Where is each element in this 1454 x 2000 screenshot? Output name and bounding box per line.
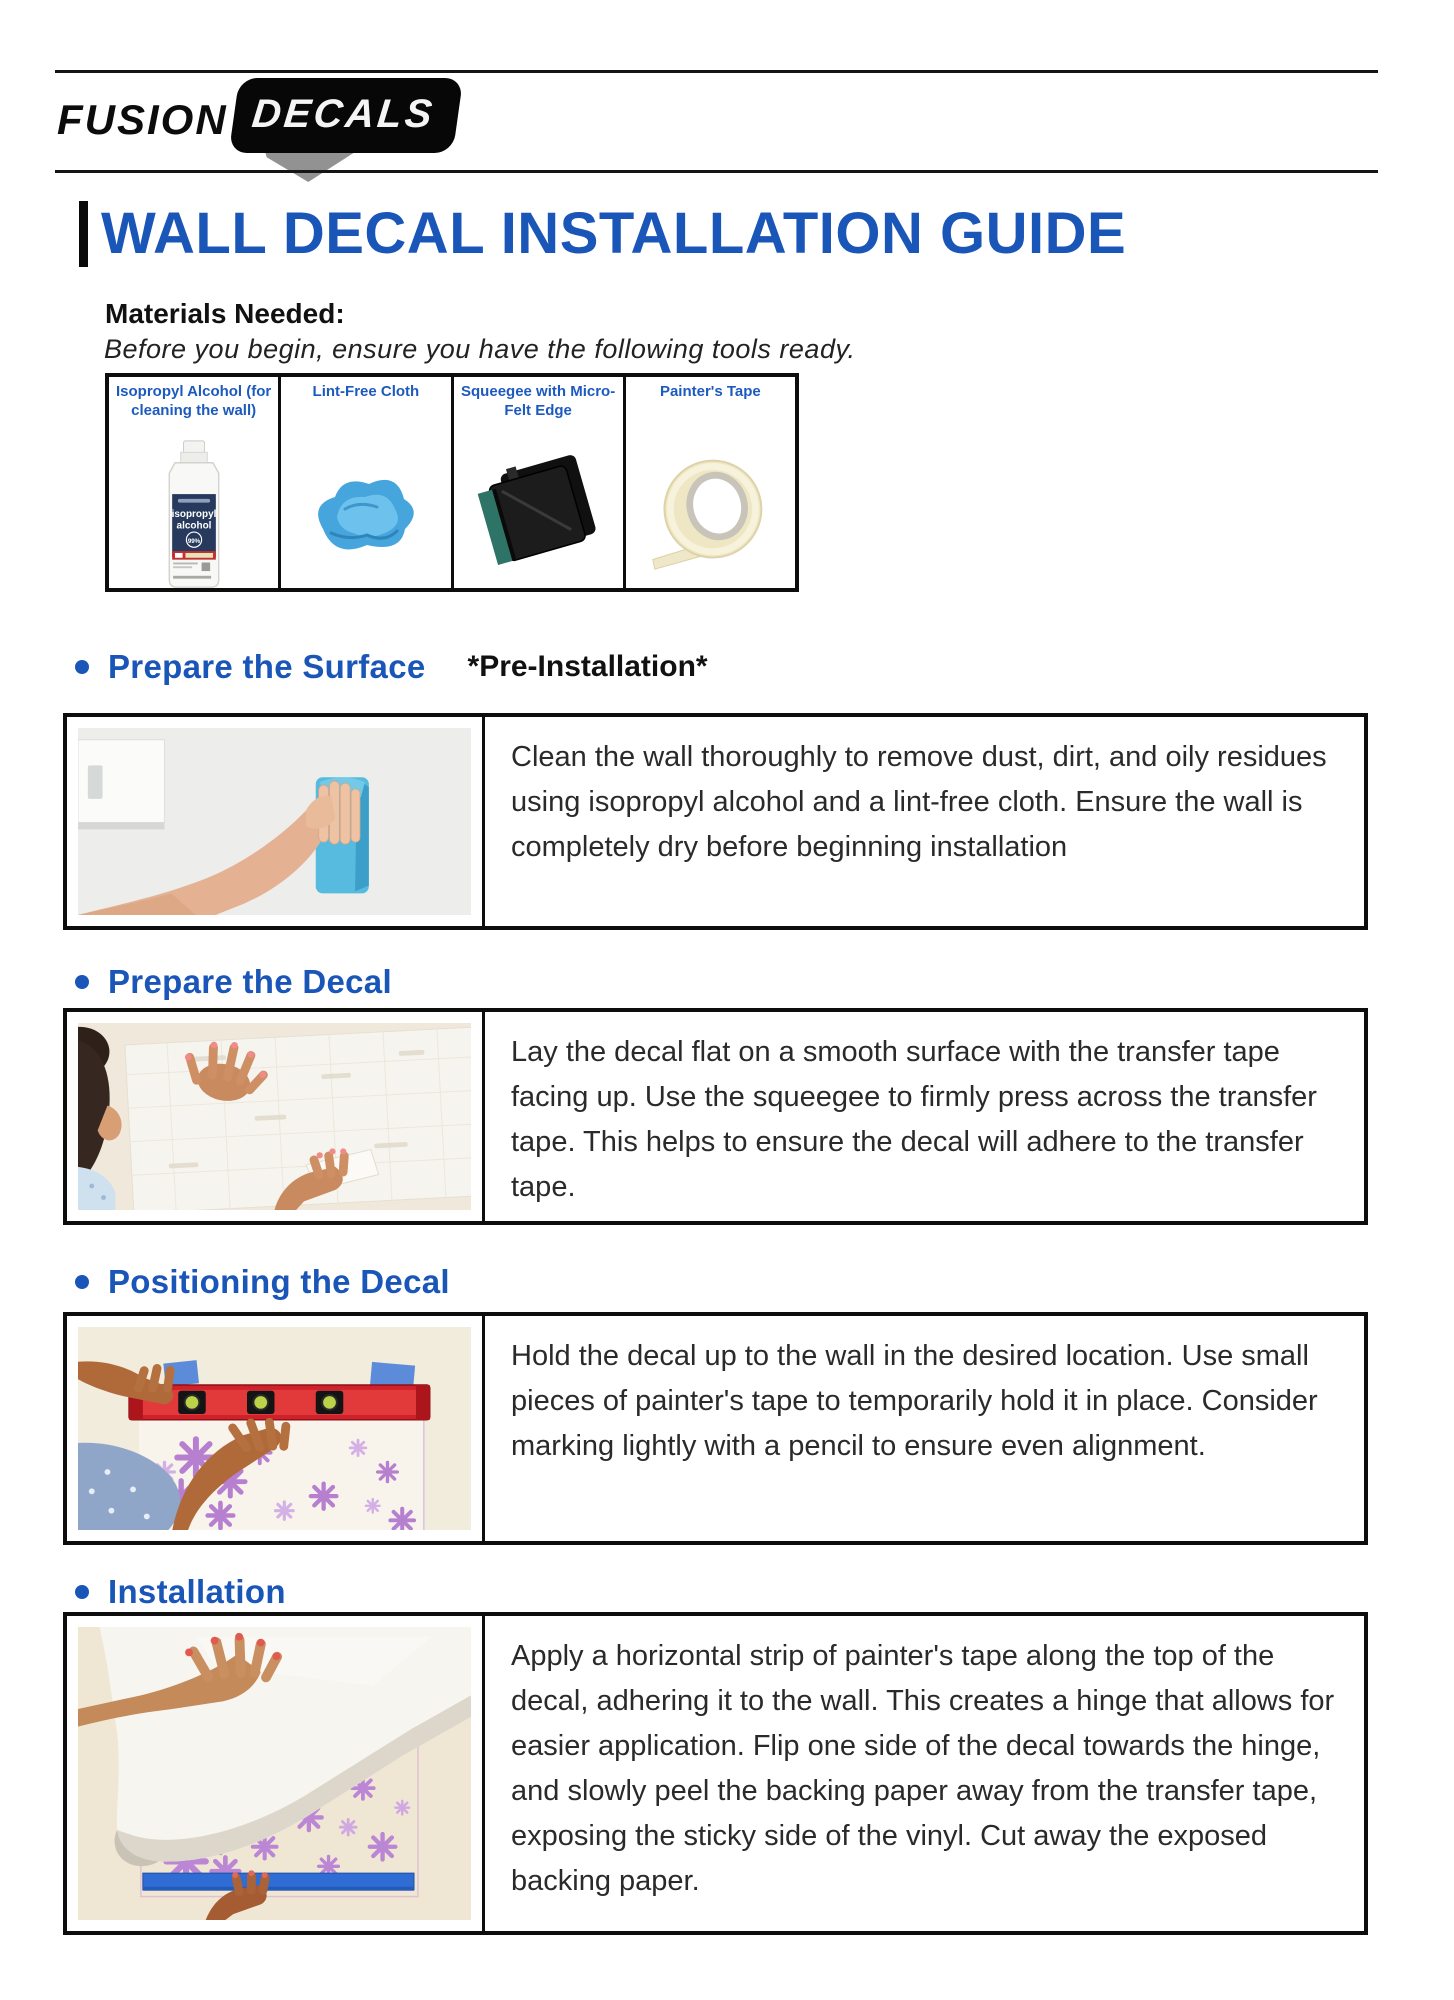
materials-table xyxy=(105,373,799,592)
step-heading-positioning-decal xyxy=(75,1263,450,1301)
step-text-cell xyxy=(485,717,1364,926)
header-divider xyxy=(55,170,1378,173)
step-body-text: Clean the wall thoroughly to remove dust, dirt, and oily residues using isopropyl alcohol and a lint-free cloth. Ensure the wall is completely dry before beginning installation xyxy=(511,741,1327,863)
step-body-text: Lay the decal flat on a smooth surface with the transfer tape facing up. Use the squeegee to firmly press across the transfer tape. This helps to ensure the decal will adhere to the transfer tape. xyxy=(511,1036,1317,1203)
step-box-positioning-decal xyxy=(63,1312,1368,1545)
material-item-tape xyxy=(626,377,795,588)
step-body-text: Apply a horizontal strip of painter's tape along the top of the decal, adhering it to the wall. This creates a hinge that allows for easier application. Flip one side of the decal towards the hinge, and slowly peel the backing paper away from the transfer tape, exposing the sticky side of the vinyl. Cut away the exposed backing paper. xyxy=(511,1640,1335,1897)
svg-text:isopropyl: isopropyl xyxy=(171,508,217,520)
step-heading-prepare-surface xyxy=(75,648,708,686)
material-label: Squeegee with Micro-Felt Edge xyxy=(461,383,616,419)
pressing-transfer-tape-photo xyxy=(67,1012,485,1221)
material-label: Painter's Tape xyxy=(659,383,761,400)
page-title: WALL DECAL INSTALLATION GUIDE xyxy=(101,201,1127,266)
tape-roll-icon xyxy=(630,439,791,584)
bullet-icon xyxy=(75,975,89,989)
peeling-backing-paper-photo xyxy=(67,1616,485,1931)
svg-text:99%: 99% xyxy=(187,538,200,546)
material-item-alcohol xyxy=(109,377,281,588)
blue-cloth-icon xyxy=(285,439,446,584)
step-box-prepare-surface xyxy=(63,713,1368,930)
top-divider xyxy=(55,70,1378,73)
step-text-cell xyxy=(485,1012,1364,1221)
squeegee-icon xyxy=(458,439,619,584)
logo-badge xyxy=(231,80,461,151)
step-heading-installation xyxy=(75,1573,286,1611)
alcohol-bottle-icon xyxy=(113,439,274,591)
bullet-icon xyxy=(75,1275,89,1289)
bullet-icon xyxy=(75,660,89,674)
step-title: Positioning the Decal xyxy=(108,1263,450,1300)
logo-badge-wrap xyxy=(236,80,456,151)
material-label: Isopropyl Alcohol (for cleaning the wall) xyxy=(115,383,272,419)
material-item-squeegee xyxy=(454,377,626,588)
step-title: Prepare the Surface xyxy=(108,648,426,685)
step-text-cell xyxy=(485,1616,1364,1931)
materials-subheading: Before you begin, ensure you have the following tools ready. xyxy=(104,334,856,364)
materials-heading: Materials Needed: xyxy=(105,298,345,329)
svg-text:alcohol: alcohol xyxy=(176,520,212,532)
step-title: Installation xyxy=(108,1573,286,1610)
step-heading-prepare-decal xyxy=(75,963,392,1001)
step-title: Prepare the Decal xyxy=(108,963,392,1000)
step-box-prepare-decal xyxy=(63,1008,1368,1225)
material-item-cloth xyxy=(281,377,453,588)
logo-word-decals: DECALS xyxy=(249,92,437,136)
leveling-decal-photo xyxy=(67,1316,485,1541)
hand-wiping-wall-photo xyxy=(67,717,485,926)
bullet-icon xyxy=(75,1585,89,1599)
step-box-installation xyxy=(63,1612,1368,1935)
step-body-text: Hold the decal up to the wall in the desired location. Use small pieces of painter's tape to temporarily hold it in place. Consider marking lightly with a pencil to ensure even alignment. xyxy=(511,1340,1318,1462)
step-text-cell xyxy=(485,1316,1364,1541)
title-accent-bar xyxy=(79,201,88,267)
pre-installation-note: *Pre-Installation* xyxy=(467,650,708,683)
material-label: Lint-Free Cloth xyxy=(312,383,420,400)
title-row xyxy=(79,200,1126,267)
logo-word-fusion: FUSION xyxy=(57,96,228,143)
brand-logo xyxy=(57,80,456,170)
